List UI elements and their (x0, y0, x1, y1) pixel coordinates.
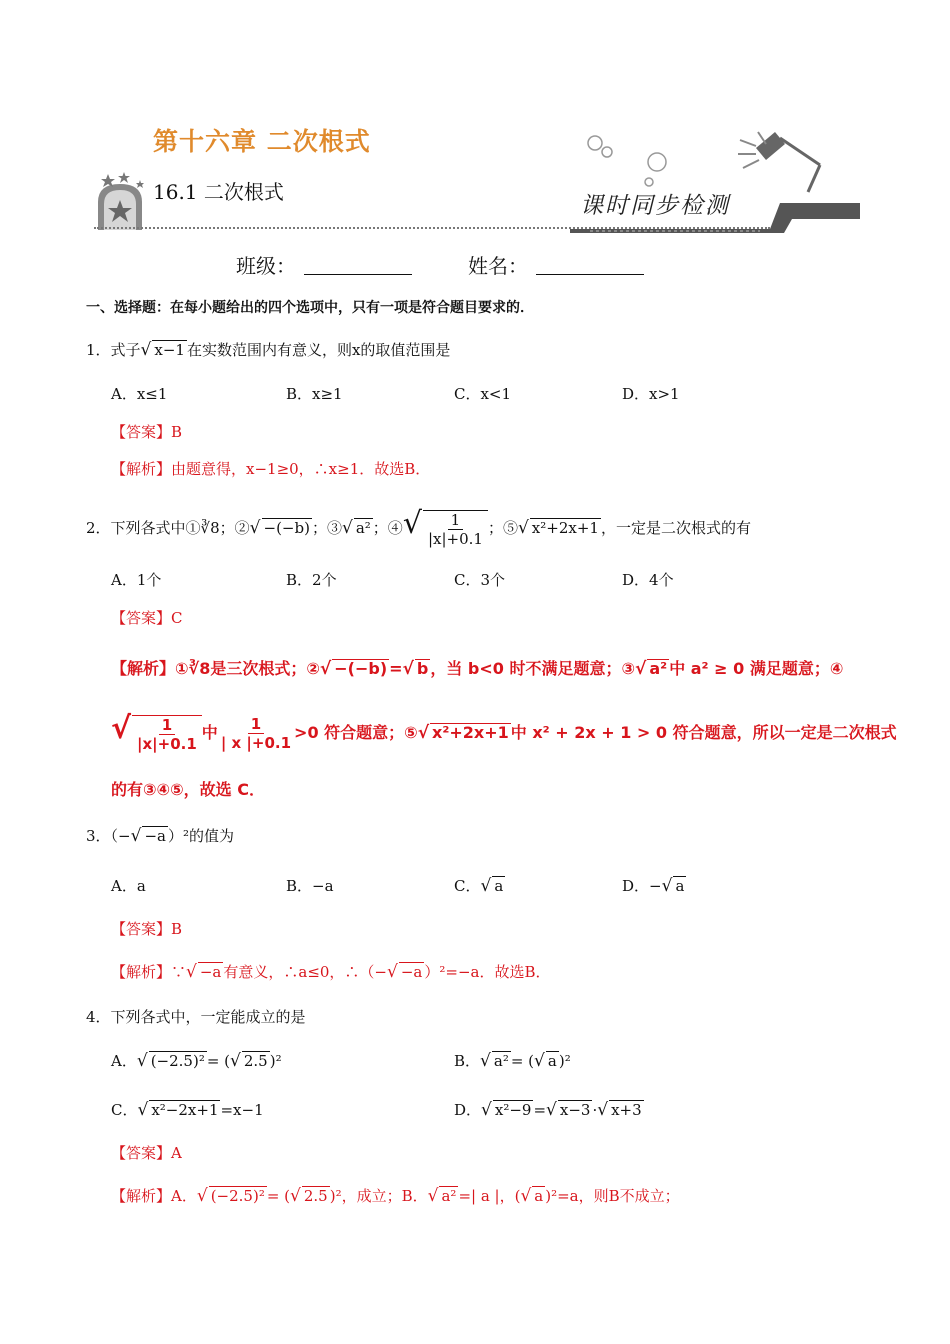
q4-option-b[interactable]: B．√ a² = (√ a )² (454, 1051, 571, 1071)
q2-analysis-2a-den: |x|+0.1 (137, 734, 197, 753)
q2-analysis-1a: 【解析】①∛8是三次根式；② (111, 659, 320, 678)
q4-analysis-rad-3: a² (441, 1187, 457, 1205)
q2-analysis-1e: ，当 b<0 时不满足题意；③ (430, 659, 636, 678)
q3-stem-pre: 3．（− (86, 827, 131, 845)
q2-expr-4-den: |x|+0.1 (427, 530, 483, 548)
q4-option-b-rad-1: a² (493, 1052, 509, 1070)
q4-option-c-prefix: C． (111, 1101, 138, 1119)
q3-option-a[interactable]: A．a (111, 877, 146, 895)
q1-stem-post: 在实数范围内有意义，则x的取值范围是 (186, 341, 451, 359)
name-field (468, 250, 644, 279)
q2-expr-3: a² (355, 519, 371, 537)
q4-option-a-eq: = ( (206, 1052, 231, 1070)
q2-option-a[interactable]: A．1个 (111, 571, 162, 589)
q4-analysis-mid-2: =| a |，( (458, 1187, 521, 1205)
question-4-stem: 4．下列各式中，一定能成立的是 (86, 1008, 306, 1026)
q4-option-d[interactable]: D．√ x²−9 =√ x−3 ·√ x+3 (454, 1100, 642, 1120)
q4-option-d-prefix: D． (454, 1101, 482, 1119)
q2-analysis-1d: b (416, 659, 429, 678)
q2-analysis-2d: >0 符合题意；⑤ (294, 723, 418, 742)
section-title: 16.1 二次根式 (153, 180, 284, 204)
class-field (236, 250, 412, 279)
star-badge-icon (94, 172, 152, 232)
q2-sep-3: ；④ (372, 519, 403, 537)
question-3-stem: 3．（−√ −a ）²的值为 (86, 826, 234, 846)
q3-option-d-radicand: a (675, 877, 685, 895)
q3-option-d[interactable]: D．−√ a (622, 876, 685, 896)
q4-option-d-rad-2: x−3 (559, 1101, 591, 1119)
q4-option-b-post: )² (558, 1052, 571, 1070)
q4-analysis-rad-4: a (534, 1187, 544, 1205)
q4-analysis: 【解析】A．√ (−2.5)² = (√ 2.5 )²，成立；B．√ a² =| a |，(√ a )²=a，则B不成立； (111, 1186, 680, 1206)
q2-analysis-1f: a² (649, 659, 668, 678)
q2-analysis-2c-den: | x |+0.1 (220, 734, 292, 752)
q2-sep-2: ；③ (311, 519, 342, 537)
q2-option-c[interactable]: C．3个 (454, 571, 506, 589)
q4-answer: 【答案】A (111, 1144, 182, 1162)
q4-analysis-eq: = ( (266, 1187, 291, 1205)
q4-option-c[interactable]: C．√ x²−2x+1 =x−1 (111, 1100, 264, 1120)
q3-analysis: 【解析】∵√ −a 有意义，∴a≤0，∴（−√ −a ）²=−a．故选B． (111, 962, 551, 982)
q1-stem-pre: 1．式子 (86, 341, 141, 359)
q1-option-c[interactable]: C．x<1 (454, 385, 512, 403)
q2-expr-4 (423, 510, 488, 548)
name-label: 姓名： (468, 254, 528, 278)
q4-analysis-mid-1: )²，成立；B． (329, 1187, 428, 1205)
q2-answer: 【答案】C (111, 609, 183, 627)
q4-option-a[interactable]: A．√ (−2.5)² = (√ 2.5 )² (111, 1051, 282, 1071)
q4-analysis-rad-1: (−2.5)² (210, 1187, 265, 1205)
q3-answer: 【答案】B (111, 920, 183, 938)
chapter-title: 第十六章 二次根式 (153, 127, 371, 156)
q1-option-a[interactable]: A．x≤1 (111, 385, 168, 403)
q4-analysis-post: )²=a，则B不成立； (545, 1187, 680, 1205)
q2-analysis-2a (132, 715, 202, 753)
q3-option-b[interactable]: B．−a (286, 877, 334, 895)
q4-analysis-rad-2: 2.5 (303, 1187, 328, 1205)
class-blank[interactable] (304, 257, 412, 275)
q4-option-a-prefix: A． (111, 1052, 137, 1070)
q2-expr-4-num: 1 (448, 511, 464, 530)
q2-analysis-line-3: 的有③④⑤，故选 C． (111, 780, 265, 799)
q2-analysis-2c (218, 715, 294, 752)
q3-option-d-prefix: D．− (622, 877, 662, 895)
q2-analysis-2a-num: 1 (159, 716, 175, 735)
q2-analysis-2f: 中 x² + 2x + 1 > 0 符合题意，所以一定是二次根式 (510, 723, 897, 742)
sync-test-label: 课时同步检测 (580, 193, 730, 219)
q4-option-d-dot: · (592, 1101, 598, 1119)
q4-option-b-rad-2: a (547, 1052, 557, 1070)
q2-sep-1: ；② (219, 519, 250, 537)
question-2-stem: 2．下列各式中①∛8；②√ −(−b) ；③√ a² ；④√ $\frac{1}{|x|+0.1}$ ；⑤√ x²+2x+1 ，一定是二次根式的有 (86, 506, 751, 548)
q2-stem-pre: 2．下列各式中① (86, 519, 201, 537)
q1-option-b[interactable]: B．x≥1 (286, 385, 343, 403)
q2-analysis-2b: 中 (201, 723, 218, 742)
q3-analysis-pre: 【解析】∵ (111, 963, 187, 981)
q4-option-a-post: )² (269, 1052, 282, 1070)
q4-option-a-rad-2: 2.5 (243, 1052, 268, 1070)
q3-analysis-post: ）²=−a．故选B． (424, 963, 551, 981)
q4-option-d-rad-1: x²−9 (494, 1101, 532, 1119)
q2-analysis-2e: x²+2x+1 (432, 723, 509, 742)
section-instructions: 一、选择题：在每小题给出的四个选项中，只有一项是符合题目要求的． (86, 300, 534, 316)
q2-sep-4: ；⑤ (487, 519, 518, 537)
q1-radicand: x−1 (154, 341, 185, 359)
q2-analysis-1c: = (389, 659, 403, 678)
q3-analysis-rad-1: −a (199, 963, 222, 981)
q2-analysis-1g: 中 a² ≥ 0 满足题意；④ (669, 659, 844, 678)
q3-option-c-radicand: a (494, 877, 504, 895)
q2-stem-post: ，一定是二次根式的有 (600, 519, 751, 537)
q3-stem-post: ）²的值为 (167, 827, 234, 845)
q1-option-d[interactable]: D．x>1 (622, 385, 680, 403)
q1-answer: 【答案】B (111, 423, 183, 441)
q3-option-c-prefix: C． (454, 877, 481, 895)
q3-radicand: −a (144, 827, 166, 845)
q2-analysis-line-1: 【解析】①∛8是三次根式；②√ −(−b) =√ b ，当 b<0 时不满足题意；③√ a² 中 a² ≥ 0 满足题意；④ (111, 659, 844, 679)
q2-analysis-2c-num: 1 (248, 715, 264, 734)
q2-option-d[interactable]: D．4个 (622, 571, 674, 589)
q4-option-d-rad-3: x+3 (611, 1101, 642, 1119)
name-blank[interactable] (536, 257, 644, 275)
question-1-stem: 1．式子√ x−1 在实数范围内有意义，则x的取值范围是 (86, 340, 451, 360)
q2-expr-2: −(−b) (263, 519, 310, 537)
q4-option-a-rad-1: (−2.5)² (150, 1052, 205, 1070)
q3-option-c[interactable]: C．√ a (454, 876, 504, 896)
header-divider (94, 227, 770, 233)
q4-option-b-eq: = ( (510, 1052, 535, 1070)
q3-analysis-rad-2: −a (400, 963, 423, 981)
q2-expr-5: x²+2x+1 (531, 519, 599, 537)
q4-analysis-pre: 【解析】A． (111, 1187, 197, 1205)
q4-option-d-eq: = (533, 1101, 547, 1119)
q2-analysis-1b: −(−b) (334, 659, 388, 678)
q2-option-b[interactable]: B．2个 (286, 571, 337, 589)
q2-expr-1: ∛8 (200, 519, 220, 537)
q3-analysis-mid: 有意义，∴a≤0，∴（− (223, 963, 387, 981)
q4-option-c-post: =x−1 (220, 1101, 264, 1119)
q1-analysis: 【解析】由题意得，x−1≥0，∴x≥1．故选B． (111, 460, 431, 478)
q4-option-c-radicand: x²−2x+1 (151, 1101, 219, 1119)
q2-analysis-line-2: √ $\frac{1}{|x|+0.1}$ 中 $\frac{1}{| x |+0.1}$ >0 符合题意；⑤√ x²+2x+1 中 x² + 2x + 1 > 0 符合题意，所以一定是二次根式 (111, 711, 897, 753)
class-label: 班级： (236, 254, 296, 278)
q4-option-b-prefix: B． (454, 1052, 481, 1070)
